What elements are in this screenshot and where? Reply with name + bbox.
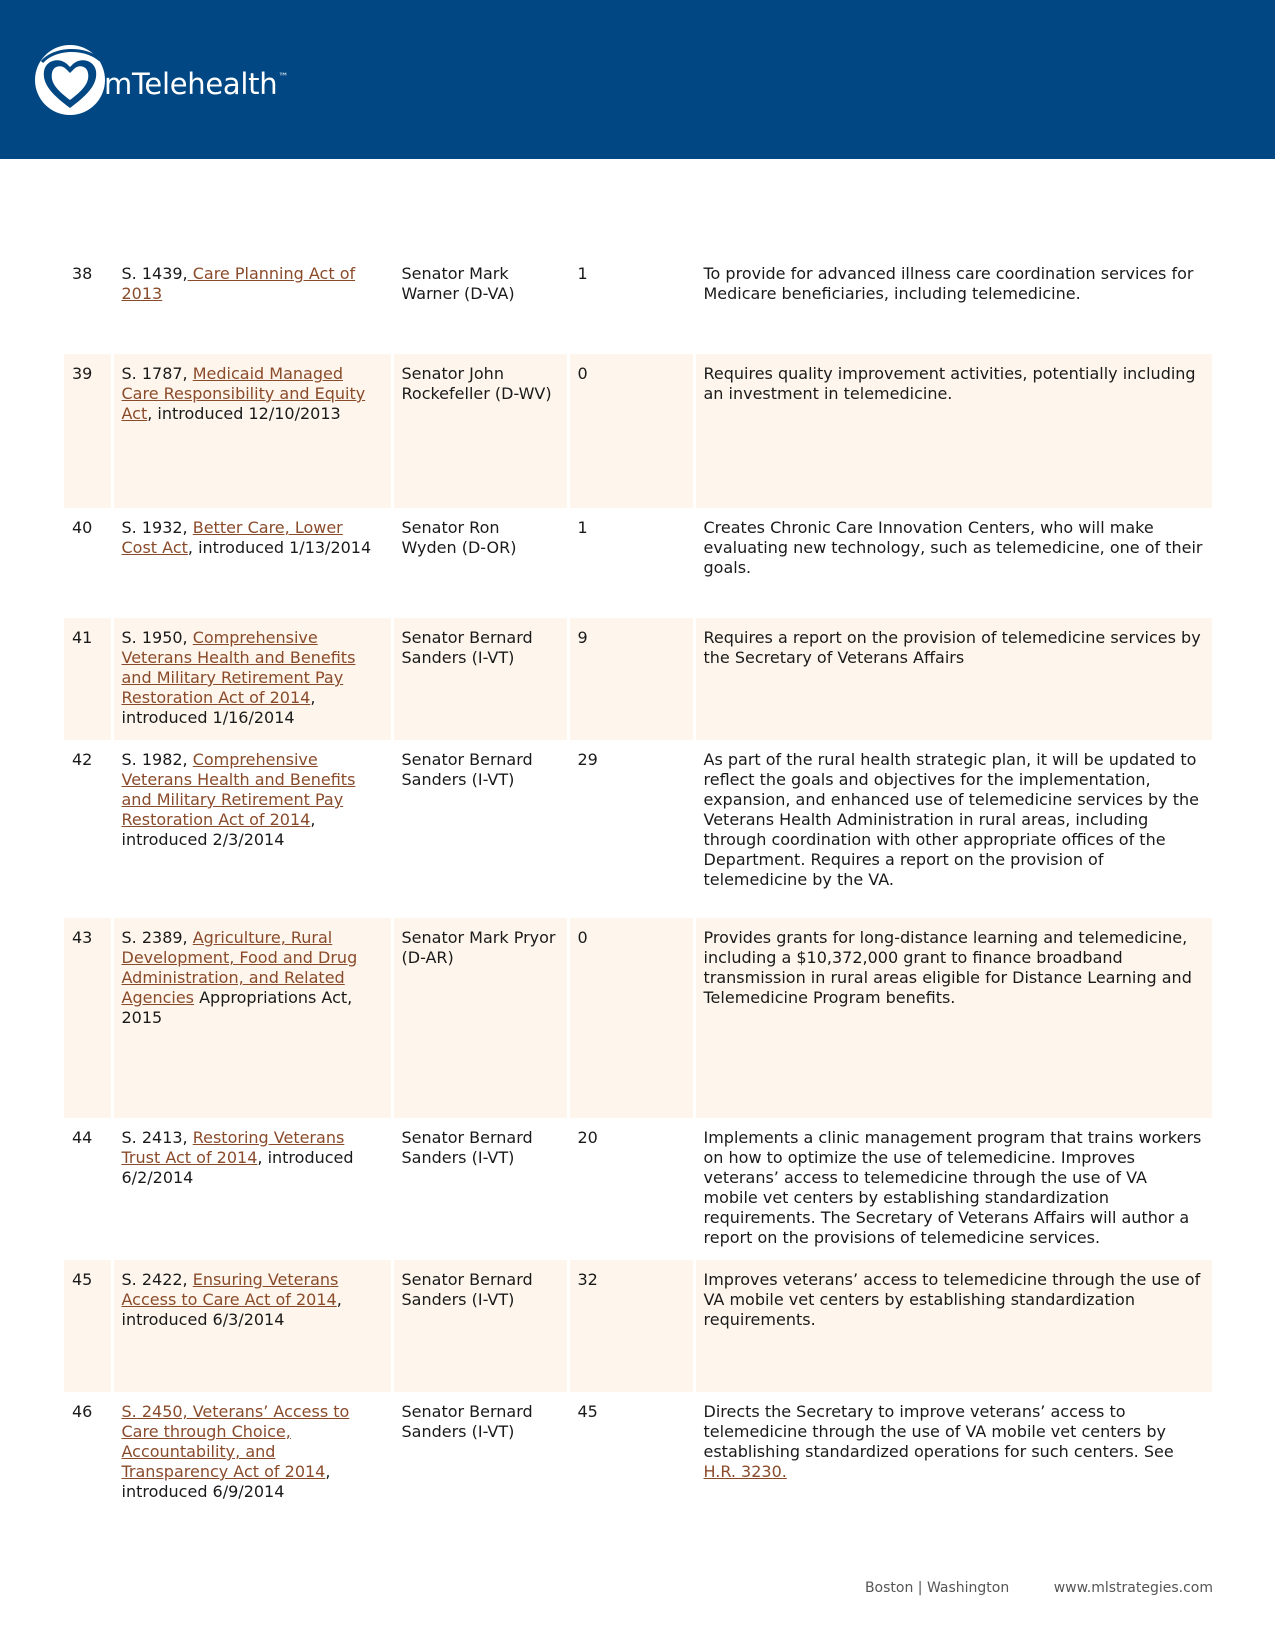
- legislation-table: [64, 254, 1212, 1514]
- row-number: 44: [72, 1128, 93, 1147]
- description-cell: Requires quality improvement activities, potentially including an investment in telemedicine.: [694, 354, 1212, 508]
- sponsor-cell: Senator Ron Wyden (D-OR): [392, 508, 568, 618]
- row-number: 39: [64, 354, 112, 508]
- bill-cell: S. 1439, Care Planning Act of 2013: [112, 254, 392, 354]
- footer-website-link[interactable]: www.mlstrategies.com: [1053, 1580, 1213, 1596]
- bill-cell: S. 1950, Comprehensive Veterans Health and Benefits and Military Retirement Pay Restoration Act of 2014, introduced 1/16/2014: [112, 618, 392, 740]
- table-row: [64, 740, 1212, 918]
- row-number: 45: [64, 1260, 112, 1392]
- table-row: [64, 508, 1212, 618]
- bill-title-link[interactable]: S. 2450, Veterans’ Access to Care through Choice, Accountability, and Transparency Act of 2014: [121, 1402, 350, 1481]
- row-number: 41: [64, 618, 112, 740]
- page-footer: [865, 1580, 1213, 1596]
- sponsor-cell: Senator Bernard Sanders (I-VT): [392, 1392, 568, 1514]
- sponsor-cell: Senator Bernard Sanders (I-VT): [392, 618, 568, 740]
- brand-name: mTelehealth™: [104, 67, 288, 101]
- bill-title-link[interactable]: Restoring Veterans Trust Act of 2014: [121, 1128, 345, 1167]
- bill-cell: S. 1932, Better Care, Lower Cost Act, introduced 1/13/2014: [112, 508, 392, 618]
- bill-title-link[interactable]: Comprehensive Veterans Health and Benefits and Military Retirement Pay Restoration Act of 2014: [121, 628, 356, 707]
- sponsor-cell: Senator Mark Warner (D-VA): [392, 254, 568, 354]
- cosponsors-cell: 32: [568, 1260, 694, 1392]
- description-cell: As part of the rural health strategic plan, it will be updated to reflect the goals and objectives for the implementation, expansion, and enhanced use of telemedicine services by the Veterans Health Administration in rural areas, including through coordination with other appropriate offices of the Department. Requires a report on the provision of telemedicine by the VA.: [694, 740, 1212, 918]
- bill-title-link[interactable]: Medicaid Managed Care Responsibility and Equity Act: [121, 364, 366, 423]
- bill-title-link[interactable]: Ensuring Veterans Access to Care Act of 2014: [121, 1270, 339, 1309]
- description-cell: Creates Chronic Care Innovation Centers, who will make evaluating new technology, such as telemedicine, one of their goals.: [694, 508, 1212, 618]
- cosponsors-cell: 0: [568, 918, 694, 1118]
- bill-cell: S. 2413, Restoring Veterans Trust Act of 2014, introduced 6/2/2014: [112, 1118, 392, 1260]
- cosponsors-cell: 29: [568, 740, 694, 918]
- description-cell: Provides grants for long-distance learning and telemedicine, including a $10,372,000 grant to finance broadband transmission in rural areas eligible for Distance Learning and Telemedicine Program benefits.: [694, 918, 1212, 1118]
- row-number: 38: [72, 264, 93, 283]
- bill-cell: S. 1982, Comprehensive Veterans Health and Benefits and Military Retirement Pay Restoration Act of 2014, introduced 2/3/2014: [112, 740, 392, 918]
- footer-locations: Boston | Washington: [864, 1580, 1010, 1596]
- sponsor-cell: Senator Mark Pryor (D-AR): [392, 918, 568, 1118]
- sponsor-cell: Senator John Rockefeller (D-WV): [392, 354, 568, 508]
- cosponsors-cell: 1: [568, 254, 694, 354]
- description-cell: To provide for advanced illness care coordination services for Medicare beneficiaries, including telemedicine.: [694, 254, 1212, 354]
- bill-title-link[interactable]: Better Care, Lower Cost Act: [121, 518, 343, 557]
- description-cell: Directs the Secretary to improve veterans’ access to telemedicine through the use of VA mobile vet centers by establishing standardized operations for such centers. See H.R. 3230.: [694, 1392, 1212, 1514]
- cosponsors-cell: 45: [568, 1392, 694, 1514]
- cosponsors-cell: 9: [568, 618, 694, 740]
- sponsor-cell: Senator Bernard Sanders (I-VT): [392, 1118, 568, 1260]
- heart-logo-icon: [32, 40, 112, 120]
- related-bill-link[interactable]: H.R. 3230.: [703, 1462, 787, 1481]
- table-row: [64, 1118, 1212, 1260]
- row-number: 40: [72, 518, 93, 537]
- table-row: [64, 918, 1212, 1118]
- cosponsors-cell: 1: [568, 508, 694, 618]
- bill-cell: S. 2422, Ensuring Veterans Access to Care Act of 2014, introduced 6/3/2014: [112, 1260, 392, 1392]
- bill-cell: S. 2389, Agriculture, Rural Development, Food and Drug Administration, and Related Agencies Appropriations Act, 2015: [112, 918, 392, 1118]
- cosponsors-cell: 20: [568, 1118, 694, 1260]
- row-number: 42: [72, 750, 93, 769]
- row-number: 43: [64, 918, 112, 1118]
- table-row: [64, 1260, 1212, 1392]
- row-number: 46: [72, 1402, 93, 1421]
- table-row: [64, 354, 1212, 508]
- description-cell: Implements a clinic management program that trains workers on how to optimize the use of telemedicine. Improves veterans’ access to telemedicine through the use of VA mobile vet centers by establishing standardization requirements. The Secretary of Veterans Affairs will author a report on the provisions of telemedicine services.: [694, 1118, 1212, 1260]
- table-row: [64, 254, 1212, 354]
- sponsor-cell: Senator Bernard Sanders (I-VT): [392, 740, 568, 918]
- sponsor-cell: Senator Bernard Sanders (I-VT): [392, 1260, 568, 1392]
- bill-title-link[interactable]: Comprehensive Veterans Health and Benefits and Military Retirement Pay Restoration Act of 2014: [121, 750, 356, 829]
- description-cell: Requires a report on the provision of telemedicine services by the Secretary of Veterans Affairs: [694, 618, 1212, 740]
- bill-title-link[interactable]: Care Planning Act of 2013: [121, 264, 356, 303]
- bill-title-link[interactable]: Agriculture, Rural Development, Food and Drug Administration, and Related Agencies: [121, 928, 358, 1007]
- bill-cell: S. 1787, Medicaid Managed Care Responsibility and Equity Act, introduced 12/10/2013: [112, 354, 392, 508]
- table-row: [64, 1392, 1212, 1514]
- legislation-table-body: [64, 254, 1212, 1514]
- bill-cell: S. 2450, Veterans’ Access to Care through Choice, Accountability, and Transparency Act of 2014, introduced 6/9/2014: [112, 1392, 392, 1514]
- table-row: [64, 618, 1212, 740]
- page-header: [0, 0, 1275, 159]
- description-cell: Improves veterans’ access to telemedicine through the use of VA mobile vet centers by establishing standardization requirements.: [694, 1260, 1212, 1392]
- cosponsors-cell: 0: [568, 354, 694, 508]
